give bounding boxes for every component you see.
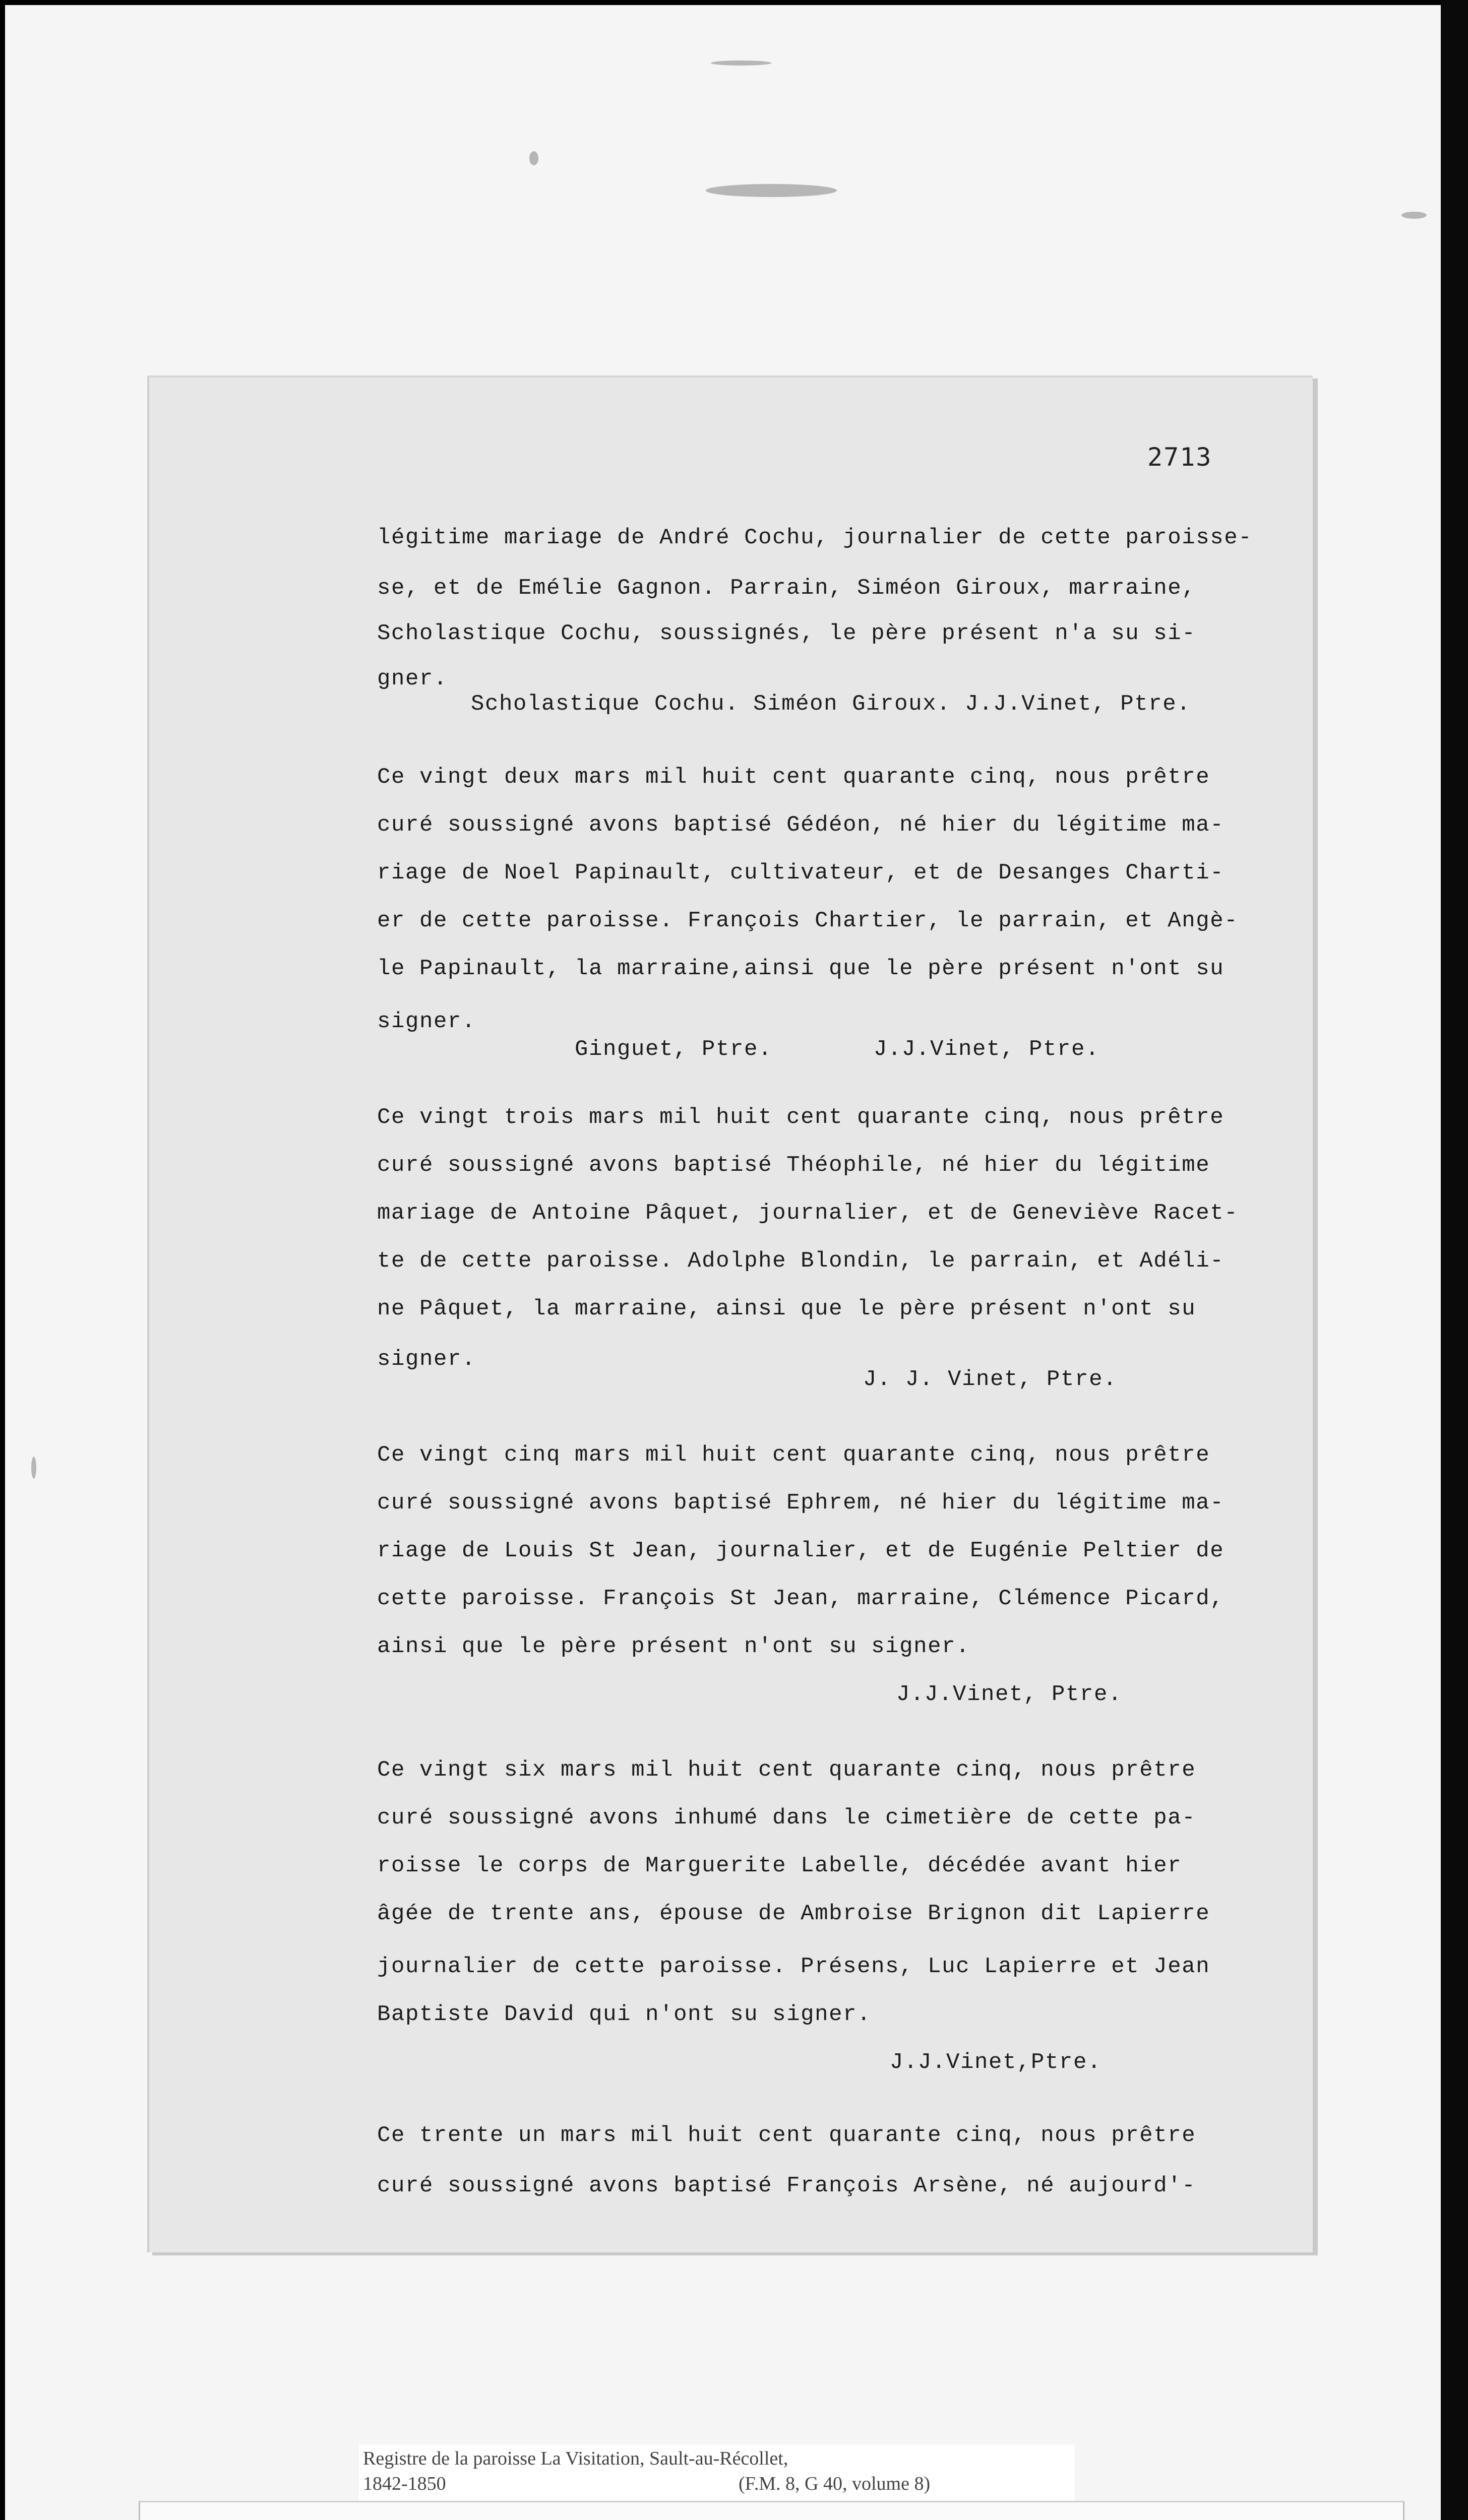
entry-text-line: Scholastique Cochu, soussignés, le père présent n'a su si- bbox=[377, 621, 1196, 646]
caption-date-range: 1842-1850 bbox=[363, 2473, 446, 2494]
microfilm-caption bbox=[359, 2444, 1075, 2501]
entry-text-line: Ce vingt cinq mars mil huit cent quarante cinq, nous prêtre bbox=[377, 1442, 1210, 1468]
entry-text-line: er de cette paroisse. François Chartier, le parrain, et Angè- bbox=[377, 908, 1239, 933]
entry-text-line: roisse le corps de Marguerite Labelle, décédée avant hier bbox=[377, 1853, 1182, 1878]
entry-text-line: gner. bbox=[377, 666, 448, 691]
caption-reference: (F.M. 8, G 40, volume 8) bbox=[739, 2473, 931, 2494]
entry-text-line: Ce vingt trois mars mil huit cent quarante cinq, nous prêtre bbox=[377, 1105, 1225, 1130]
entry-text-line: curé soussigné avons baptisé Gédéon, né hier du légitime ma- bbox=[377, 812, 1225, 838]
entry-text-line: curé soussigné avons baptisé François Arsène, né aujourd'- bbox=[377, 2173, 1196, 2198]
entry-text-line: Ce vingt deux mars mil huit cent quarante cinq, nous prêtre bbox=[377, 765, 1210, 790]
signature-line: Ginguet, Ptre. bbox=[575, 1037, 773, 1062]
entry-text-line: signer. bbox=[377, 1347, 476, 1372]
film-speck bbox=[706, 184, 837, 197]
entry-text-line: mariage de Antoine Pâquet, journalier, et de Geneviève Racet- bbox=[377, 1201, 1239, 1226]
entry-text-line: se, et de Emélie Gagnon. Parrain, Siméon Giroux, marraine, bbox=[377, 576, 1196, 601]
film-speck bbox=[31, 1457, 36, 1479]
page-number: 2713 bbox=[1147, 443, 1212, 472]
signature-line: J.J.Vinet, Ptre. bbox=[896, 1682, 1123, 1707]
entry-text-line: riage de Noel Papinault, cultivateur, et de Desanges Charti- bbox=[377, 860, 1225, 886]
entry-text-line: signer. bbox=[377, 1009, 476, 1034]
entry-text-line: riage de Louis St Jean, journalier, et de Eugénie Peltier de bbox=[377, 1538, 1225, 1563]
entry-text-line: curé soussigné avons baptisé Théophile, né hier du légitime bbox=[377, 1153, 1210, 1178]
signature-line: Scholastique Cochu. Siméon Giroux. J.J.Vinet, Ptre. bbox=[471, 691, 1191, 717]
entry-text-line: Baptiste David qui n'ont su signer. bbox=[377, 2002, 872, 2027]
entry-text-line: légitime mariage de André Cochu, journalier de cette paroisse- bbox=[377, 525, 1253, 550]
entry-text-line: te de cette paroisse. Adolphe Blondin, le parrain, et Adéli- bbox=[377, 1248, 1225, 1274]
entry-text-line: le Papinault, la marraine,ainsi que le père présent n'ont su bbox=[377, 956, 1225, 981]
caption-line-1: Registre de la paroisse La Visitation, Sault-au-Récollet, bbox=[363, 2448, 788, 2469]
entry-text-line: cette paroisse. François St Jean, marraine, Clémence Picard, bbox=[377, 1586, 1225, 1611]
film-speck bbox=[711, 60, 771, 66]
signature-line: J.J.Vinet,Ptre. bbox=[890, 2050, 1102, 2075]
entry-text-line: curé soussigné avons inhumé dans le cimetière de cette pa- bbox=[377, 1805, 1196, 1831]
signature-line: J.J.Vinet, Ptre. bbox=[874, 1037, 1100, 1062]
signature-line: J. J. Vinet, Ptre. bbox=[863, 1367, 1118, 1392]
film-speck bbox=[529, 151, 538, 165]
entry-text-line: ainsi que le père présent n'ont su signer. bbox=[377, 1634, 970, 1659]
entry-text-line: âgée de trente ans, épouse de Ambroise Brignon dit Lapierre bbox=[377, 1901, 1210, 1926]
entry-text-line: ne Pâquet, la marraine, ainsi que le père présent n'ont su bbox=[377, 1296, 1196, 1321]
entry-text-line: journalier de cette paroisse. Présens, Luc Lapierre et Jean bbox=[377, 1954, 1210, 1979]
entry-text-line: Ce vingt six mars mil huit cent quarante cinq, nous prêtre bbox=[377, 1757, 1196, 1783]
entry-text-line: Ce trente un mars mil huit cent quarante cinq, nous prêtre bbox=[377, 2123, 1196, 2148]
entry-text-line: curé soussigné avons baptisé Ephrem, né hier du légitime ma- bbox=[377, 1490, 1225, 1516]
film-edge bbox=[1441, 0, 1468, 2520]
film-speck bbox=[1401, 212, 1427, 219]
archives-card bbox=[139, 2501, 1404, 2520]
